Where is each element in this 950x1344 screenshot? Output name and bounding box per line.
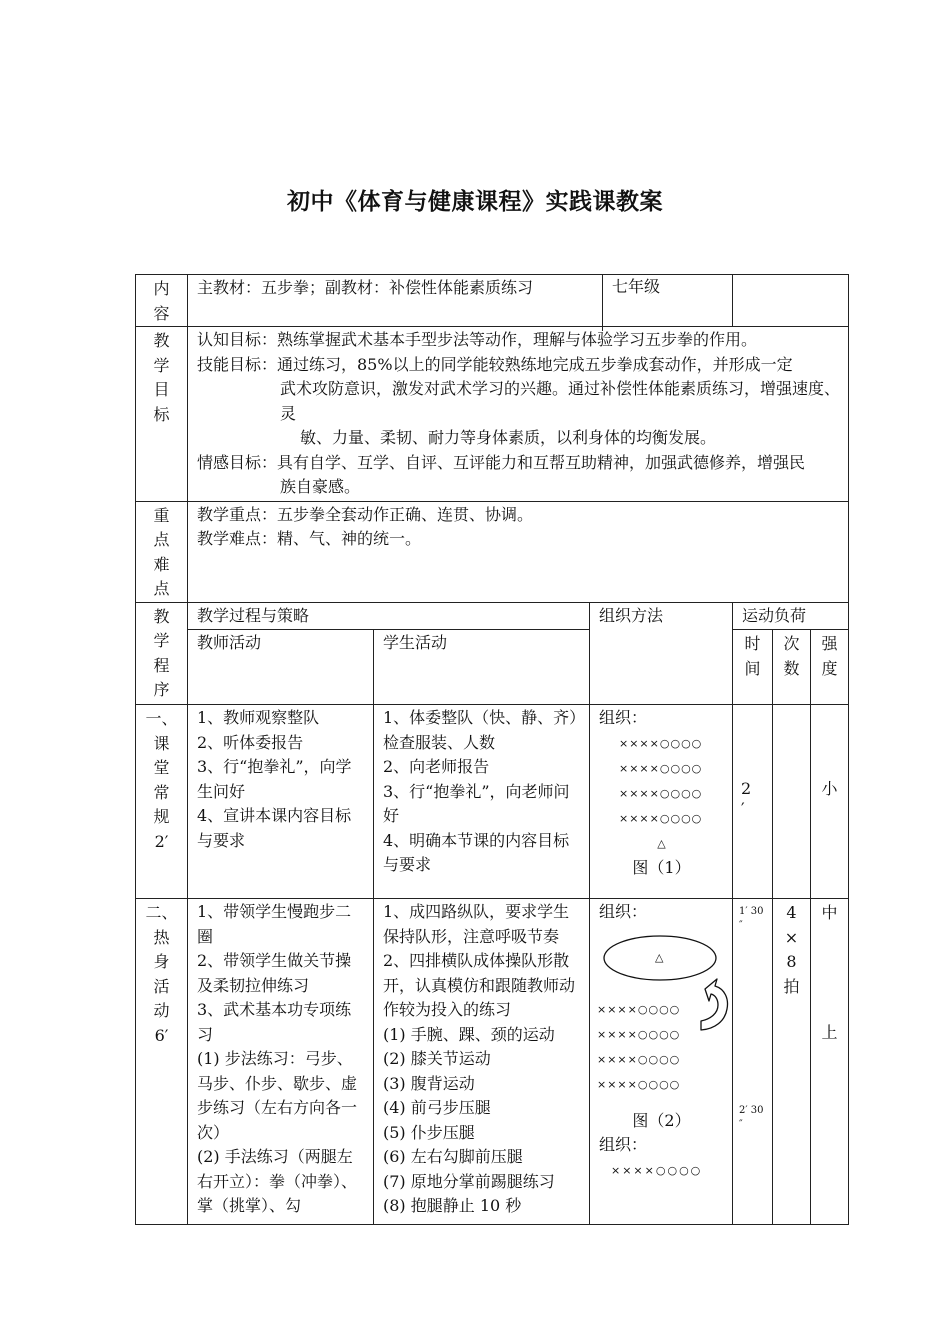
section1-teacher: 1、教师观察整队 2、听体委报告 3、行“抱拳礼”，向学 生问好 4、宣讲本课内容目标与要求 (188, 705, 374, 899)
formation-1: ××××○○○○ ××××○○○○ ××××○○○○ ××××○○○○ (619, 736, 703, 825)
skill-goal-line2: 武术攻防意识，激发对武术学习的兴趣。通过补偿性体能素质练习，增强速度、灵 (280, 379, 841, 423)
skill-goal-line3: 敏、力量、柔韧、耐力等身体素质，以利身体的均衡发展。 (300, 428, 717, 447)
section1-time: 2 ′ (733, 705, 773, 899)
section2-label: 二、 热 身 活 动 6′ (136, 899, 188, 1225)
header-row-1 (136, 602, 849, 630)
header-row-2 (136, 630, 849, 705)
difficulty-point: 教学难点：精、气、神的统一。 (197, 529, 422, 548)
rotate-arrow-icon (691, 975, 731, 1035)
affect-goal-line2: 族自豪感。 (280, 477, 361, 496)
formation-3: ××××○○○○ (611, 1163, 703, 1177)
lesson-plan-table (135, 274, 849, 1225)
section2-row (136, 899, 849, 1225)
section2-student: 1、成四路纵队，要求学生保持队形，注意呼吸节奏 2、四排横队成体操队形散开，认真模仿和跟随教师动作较为投入的练习 (1) 手腕、踝、颈的运动 (2) 膝关节运动 (3) 腹背运动 (4) 前弓步压腿 (5) 仆步压腿 (6) 左右勾脚前压腿 (7) 原地分掌前踢腿练习 (8) 抱腿静止 10 秒 (374, 899, 590, 1225)
count-header: 次 数 (773, 630, 811, 705)
section1-student: 1、体委整队（快、静、齐）检查服装、人数 2、向老师报告 3、行“抱拳礼”，向老师问好 4、明确本节课的内容目标与要求 (374, 705, 590, 899)
section1-count (773, 705, 811, 899)
section2-intensity: 中 上 (811, 899, 849, 1225)
section2-org: 组织： △ ××××○○○○ ××××○○○○ ××××○○○○ ××××○○○○ 图（2） 组织： ××××○○○○ (590, 899, 733, 1225)
goals-row (136, 327, 849, 502)
teacher-triangle-icon: △ (657, 836, 666, 850)
teacher-triangle-icon: △ (655, 950, 664, 964)
section1-intensity: 小 (811, 705, 849, 899)
page-title: 初中《体育与健康课程》实践课教案 (287, 189, 663, 215)
key-points-cell (188, 501, 849, 602)
section1-label: 一、 课 堂 常 规 2′ (136, 705, 188, 899)
key-points-row (136, 501, 849, 602)
load-header: 运动负荷 (733, 602, 849, 630)
process-header: 教学过程与策略 (188, 602, 590, 630)
grade-text: 七年级 (602, 275, 660, 331)
section1-row (136, 705, 849, 899)
section2-time: 1′ 30 ″ 2′ 30 ″ (733, 899, 773, 1225)
key-point: 教学重点：五步拳全套动作正确、连贯、协调。 (197, 504, 534, 524)
materials-text: 主教材：五步拳；副教材：补偿性体能素质练习 (197, 278, 534, 297)
section2-count: 4 × 8 拍 (773, 899, 811, 1225)
intensity-header: 强 度 (811, 630, 849, 705)
org-header: 组织方法 (590, 602, 733, 705)
figure-1-caption: 图（1） (632, 857, 691, 877)
goals-cell (188, 327, 849, 502)
student-header: 学生活动 (374, 630, 590, 705)
formation-2-area (599, 997, 724, 1097)
goals-label: 教 学 目 标 (136, 327, 188, 502)
materials-cell (188, 275, 733, 327)
affect-goal-line1: 情感目标：具有自学、互学、自评、互评能力和互帮互助精神，加强武德修养，增强民 (197, 452, 806, 472)
section2-teacher: 1、带领学生慢跑步二圈 2、带领学生做关节操及柔韧拉伸练习 3、武术基本功专项练习 (1) 步法练习：弓步、马步、仆步、歇步、虚步练习（左右方向各一次） (2) 手法练习（两腿左右开立）：拳（冲拳）、掌（挑掌）、勾 (188, 899, 374, 1225)
procedure-label: 教 学 程 序 (136, 602, 188, 705)
skill-goal-line1: 技能目标：通过练习，85%以上的同学能较熟练地完成五步拳成套动作，并形成一定 (197, 354, 793, 374)
section1-org: 组织： ××××○○○○ ××××○○○○ ××××○○○○ ××××○○○○ △ 图（1） (590, 705, 733, 899)
key-points-label: 重 点 难 点 (136, 501, 188, 602)
content-row (136, 275, 849, 327)
cognitive-goal: 认知目标：熟练掌握武术基本手型步法等动作，理解与体验学习五步拳的作用。 (197, 330, 758, 349)
time-header: 时 间 (733, 630, 773, 705)
formation-2: ××××○○○○ ××××○○○○ ××××○○○○ ××××○○○○ (597, 1002, 681, 1091)
figure-2-caption: 图（2） (632, 1110, 691, 1130)
teacher-header: 教师活动 (188, 630, 374, 705)
content-label: 内 容 (136, 275, 188, 327)
